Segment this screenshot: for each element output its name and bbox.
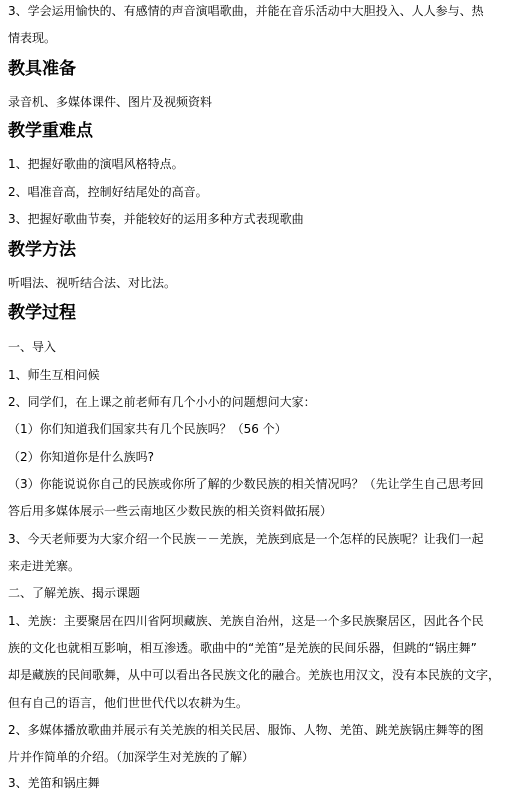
key-points-heading: 教学重难点 (8, 121, 93, 141)
process-line: 二、了解羌族、揭示课题 (8, 586, 141, 600)
key-point-item: 3、把握好歌曲节奏，并能较好的运用多种方式表现歌曲 (8, 212, 304, 226)
process-line: 族的文化也就相互影响，相互渗透。歌曲中的“羌笛”是羌族的民间乐器，但跳的“锅庄舞” (8, 641, 477, 655)
process-line: 答后用多媒体展示一些云南地区少数民族的相关资料做拓展） (8, 504, 333, 518)
goal-line-1: 3、学会运用愉快的、有感情的声音演唱歌曲，并能在音乐活动中大胆投入、人人参与、热 (8, 4, 484, 18)
process-line: 3、羌笛和锅庄舞 (8, 776, 100, 790)
process-line: 片并作简单的介绍。（加深学生对羌族的了解） (8, 750, 255, 764)
process-line: 却是藏族的民间歌舞，从中可以看出各民族文化的融合。羌族也用汉文，没有本民族的文字， (8, 668, 501, 682)
goal-line-2: 情表现。 (8, 31, 57, 45)
process-line: （1）你们知道我们国家共有几个民族吗？（56 个） (8, 422, 287, 436)
materials-heading: 教具准备 (8, 59, 76, 79)
process-line: （3）你能说说你自己的民族或你所了解的少数民族的相关情况吗？（先让学生自己思考回 (8, 477, 484, 491)
process-line: 1、羌族：主要聚居在四川省阿坝藏族、羌族自治州，这是一个多民族聚居区，因此各个民 (8, 614, 484, 628)
process-line: 但有自己的语言，他们世世代代以农耕为生。 (8, 696, 249, 710)
process-line: （2）你知道你是什么族吗? (8, 450, 155, 464)
process-line: 3、今天老师要为大家介绍一个民族－－羌族，羌族到底是一个怎样的民族呢？让我们一起 (8, 532, 484, 546)
methods-heading: 教学方法 (8, 240, 76, 260)
process-line: 1、师生互相问候 (8, 368, 100, 382)
key-point-item: 2、唱准音高，控制好结尾处的高音。 (8, 185, 208, 199)
materials-text: 录音机、多媒体课件、图片及视频资料 (8, 95, 213, 109)
process-line: 一、导入 (8, 340, 57, 354)
process-line: 2、多媒体播放歌曲并展示有关羌族的相关民居、服饰、人物、羌笛、跳羌族锅庄舞等的图 (8, 723, 484, 737)
key-point-item: 1、把握好歌曲的演唱风格特点。 (8, 157, 184, 171)
process-heading: 教学过程 (8, 303, 76, 323)
methods-text: 听唱法、视听结合法、对比法。 (8, 276, 177, 290)
process-line: 来走进羌寨。 (8, 559, 81, 573)
process-line: 2、同学们，在上课之前老师有几个小小的问题想问大家： (8, 395, 316, 409)
